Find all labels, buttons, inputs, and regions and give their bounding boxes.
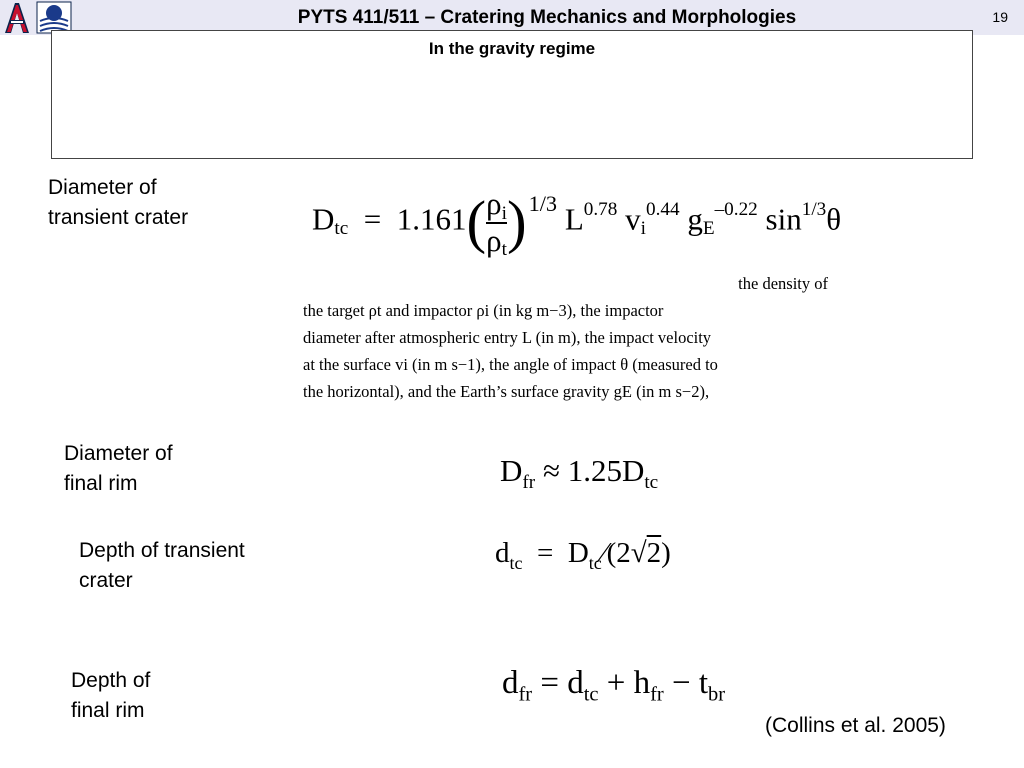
equation-transient-diameter: Dtc = 1.161( $\frac{\rho i}{\rho t}$ )$^{1/3}$ $L^{0.78}$ $vi^{0.44}$ $gE^{-0.22}$ $\sin^{1/3}\theta$ xyxy=(312,186,842,261)
label-final-rim-depth: Depth of final rim xyxy=(71,669,151,722)
note-box-title: In the gravity regime xyxy=(428,39,596,58)
equation-final-rim-diameter: $D_{fr} \approx 1.25D_{tc}$ xyxy=(500,453,659,494)
note-box xyxy=(51,30,973,159)
label-final-rim-diameter: Diameter of final rim xyxy=(64,442,173,495)
slide-number: 19 xyxy=(992,9,1008,25)
citation: (Collins et al. 2005) xyxy=(765,714,946,737)
label-transient-depth: Depth of transient crater xyxy=(79,539,245,592)
variable-description: the density of the target ρt and impactor ρi (in kg m−3), the impactor diameter after atmospheric entry L (in m), the impact velocity at the surface vi (in m s−1), the angle of impact θ (measured to the horizontal), and the Earth’s surface gravity gE (in m s−2), xyxy=(303,274,828,401)
slide-title: PYTS 411/511 – Cratering Mechanics and Morphologies xyxy=(297,7,797,28)
label-transient-diameter: Diameter of transient crater xyxy=(48,176,189,229)
equation-transient-depth: $d_{tc}$ = $D_{tc}∕(2√2)$ xyxy=(495,537,671,573)
equation-final-rim-depth: $d_{fr} = d_{tc} + h_{fr} - t_{br}$ xyxy=(502,665,726,706)
density-ratio: $\frac{\rho i}{\rho t}$ xyxy=(486,186,507,261)
